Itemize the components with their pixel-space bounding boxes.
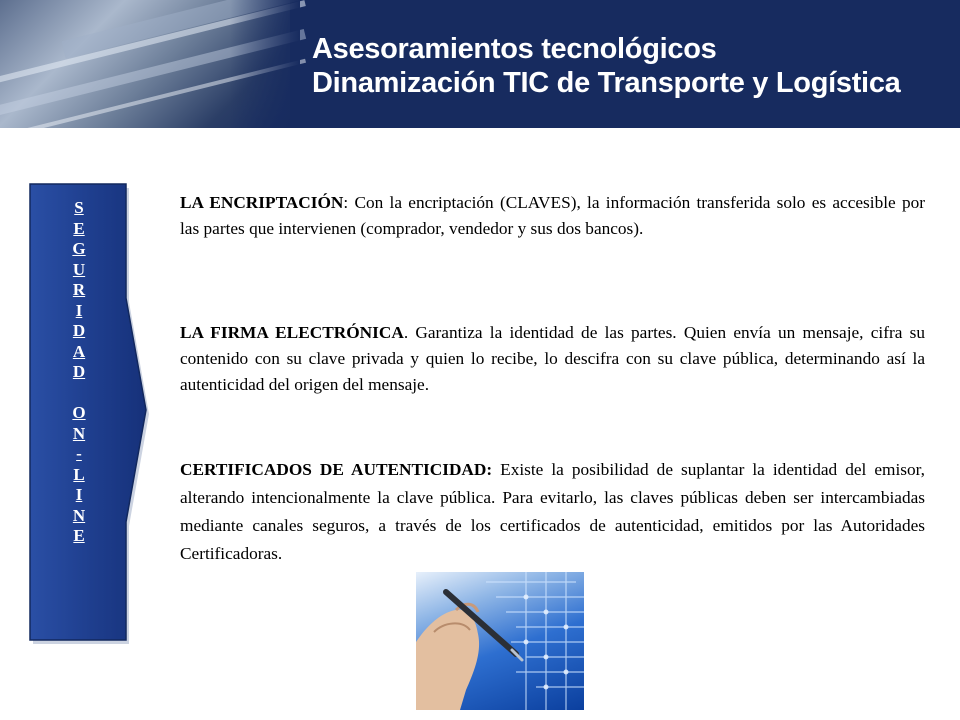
side-letter: U: [72, 259, 86, 279]
paragraph-signature: [180, 320, 925, 398]
paragraph-body: . Garantiza la identidad de las partes. Quien envía un mensaje, cifra su contenido con su clave privada y quien lo recibe, lo descifra con su clave pública, determinando así la autenticidad del origen del mensaje.: [180, 323, 925, 394]
banner-fade: [230, 0, 300, 128]
side-letter: I: [75, 485, 83, 504]
banner-title-line1: Asesoramientos tecnológicos: [312, 33, 717, 65]
side-letter: [34, 383, 124, 404]
paragraph-body: Existe la posibilidad de suplantar la identidad del emisor, alterando intencionalmente la clave pública. Para evitarlo, las claves públicas deben ser intercambiadas mediante canales seguros, a través de los certificados de autenticidad, emitidos por las Autoridades Certificadoras.: [180, 460, 925, 563]
side-letter: O: [72, 403, 86, 422]
side-letter: A: [72, 341, 86, 361]
banner-title: [312, 32, 900, 100]
paragraph-heading: LA ENCRIPTACIÓN: [180, 193, 344, 212]
paragraph-encryption: [180, 190, 925, 242]
side-tab-label: [34, 198, 124, 547]
paragraph-heading: LA FIRMA ELECTRÓNICA: [180, 323, 404, 342]
header-banner: [0, 0, 960, 128]
side-letter: -: [76, 444, 82, 463]
banner-title-line2: Dinamización TIC de Transporte y Logística: [312, 67, 901, 99]
side-letter: R: [72, 280, 86, 299]
side-letter: I: [75, 300, 83, 320]
side-letter: G: [72, 239, 86, 258]
side-letter: N: [72, 505, 86, 525]
side-letter: N: [72, 423, 86, 443]
side-letter: D: [72, 362, 86, 381]
paragraph-certificates: [180, 456, 925, 568]
side-letter: L: [73, 464, 85, 484]
photo-illustration: [416, 572, 584, 710]
side-letter: E: [73, 218, 85, 238]
paragraph-body: : Con la encriptación (CLAVES), la información transferida solo es accesible por las partes que intervienen (comprador, vendedor y sus dos bancos).: [180, 193, 925, 238]
hand-pen-circuit-photo: [416, 572, 584, 710]
side-letter: S: [74, 198, 84, 217]
side-letter: D: [72, 321, 86, 340]
side-letter: E: [73, 526, 85, 545]
paragraph-heading: CERTIFICADOS DE AUTENTICIDAD:: [180, 460, 493, 479]
